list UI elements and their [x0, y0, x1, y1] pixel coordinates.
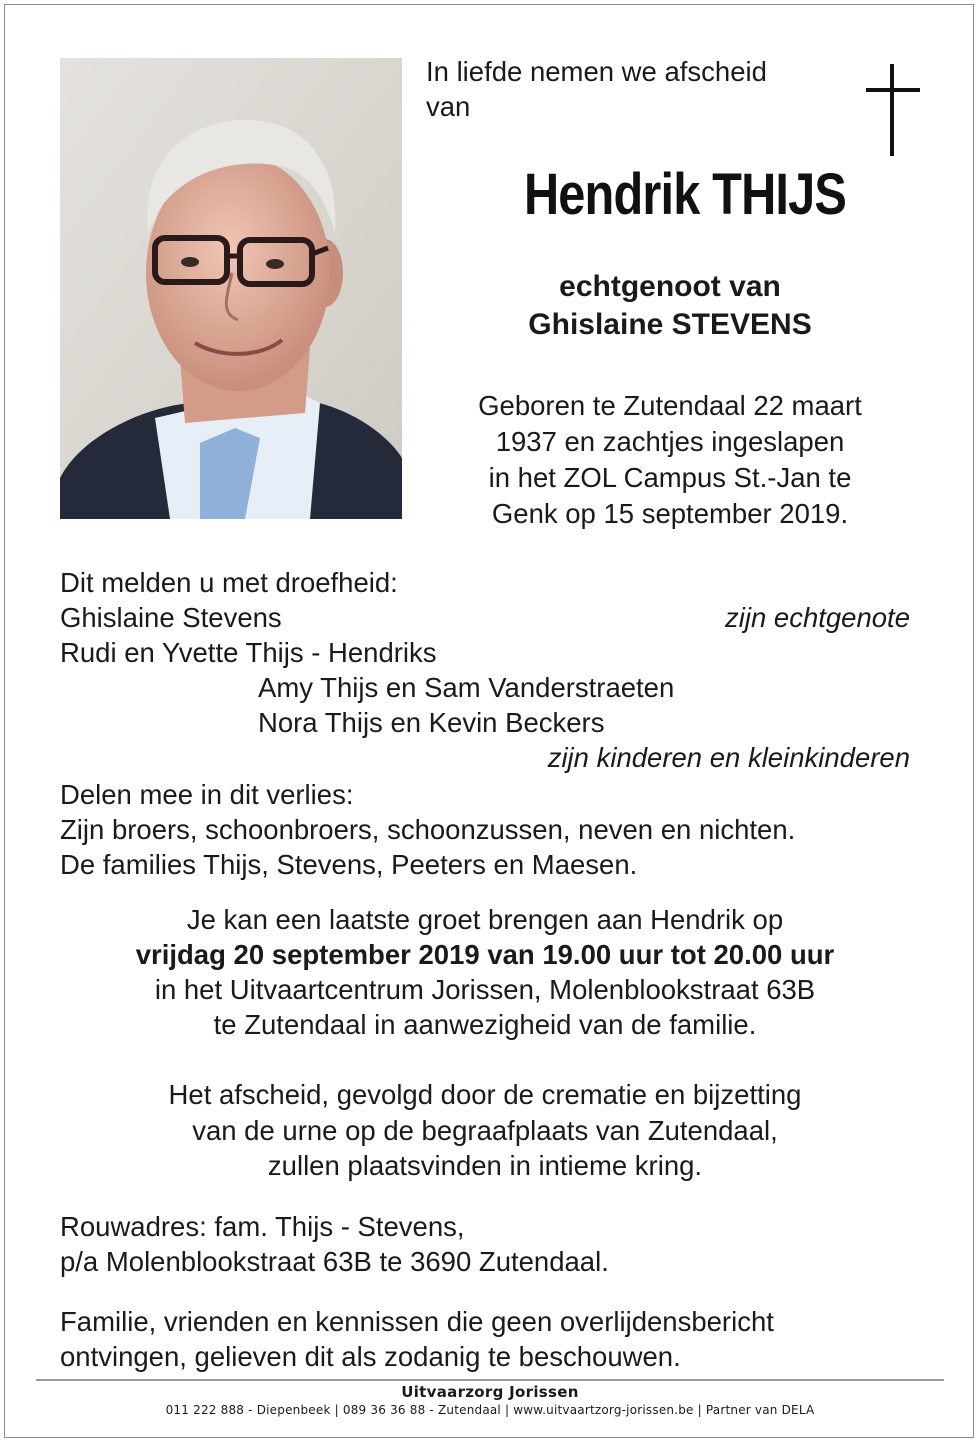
farewell-line-2: van de urne op de begraafplaats van Zutendaal, [192, 1115, 778, 1146]
address-line-1: Rouwadres: fam. Thijs - Stevens, [60, 1211, 465, 1242]
address-line-2: p/a Molenblookstraat 63B te 3690 Zutendaal. [60, 1246, 609, 1277]
notice-line-1: Familie, vrienden en kennissen die geen overlijdensbericht [60, 1306, 774, 1337]
visit-line-1: Je kan een laatste groet brengen aan Hendrik op [186, 904, 784, 935]
deceased-name: Hendrik THIJS [523, 162, 847, 227]
footer-company: Uitvaarzorg Jorissen [401, 1383, 579, 1401]
visit-line-2: vrijdag 20 september 2019 van 19.00 uur tot 20.00 uur [135, 939, 835, 970]
intro-line-1: In liefde nemen we afscheid [426, 56, 767, 87]
birth-line-1: Geboren te Zutendaal 22 maart [478, 390, 862, 421]
footer-contact-info: 011 222 888 - Diepenbeek | 089 36 36 88 - Zutendaal | www.uitvaartzorg-jorissen.be | Partner van DELA [165, 1403, 815, 1417]
birth-line-2: 1937 en zachtjes ingeslapen [495, 426, 845, 457]
family-relatives: Zijn broers, schoonbroers, schoonzussen, neven en nichten. [60, 814, 796, 845]
family-grandchild-1: Amy Thijs en Sam Vanderstraeten [258, 672, 675, 703]
spouse-block [410, 268, 930, 344]
spouse-label: echtgenoot van [559, 270, 781, 303]
family-grandchild-2: Nora Thijs en Kevin Beckers [258, 707, 605, 738]
portrait-photo [60, 58, 402, 519]
family-spouse: Ghislaine Stevens [60, 602, 282, 633]
birth-block [410, 388, 930, 532]
visit-line-4: te Zutendaal in aanwezigheid van de familie. [213, 1009, 757, 1040]
farewell-line-1: Het afscheid, gevolgd door de crematie en bijzetting [168, 1079, 802, 1110]
notice-line-2: ontvingen, gelieven dit als zodanig te beschouwen. [60, 1341, 681, 1372]
farewell-line-3: zullen plaatsvinden in intieme kring. [267, 1150, 703, 1181]
birth-line-3: in het ZOL Campus St.-Jan te [488, 462, 852, 493]
cross-icon [866, 64, 920, 156]
footer-divider [36, 1379, 944, 1381]
family-child-1: Rudi en Yvette Thijs - Hendriks [60, 637, 437, 668]
family-spouse-role: zijn echtgenote [725, 602, 910, 633]
family-announce: Dit melden u met droefheid: [60, 567, 398, 598]
spouse-name: Ghislaine STEVENS [528, 308, 812, 341]
intro-line-2: van [426, 91, 471, 122]
family-share: Delen mee in dit verlies: [60, 779, 354, 810]
visit-line-3: in het Uitvaartcentrum Jorissen, Molenblookstraat 63B [154, 974, 816, 1005]
family-children-role: zijn kinderen en kleinkinderen [547, 742, 910, 773]
birth-line-4: Genk op 15 september 2019. [491, 498, 849, 529]
family-families: De families Thijs, Stevens, Peeters en Maesen. [60, 849, 638, 880]
portrait-illustration [60, 58, 402, 519]
